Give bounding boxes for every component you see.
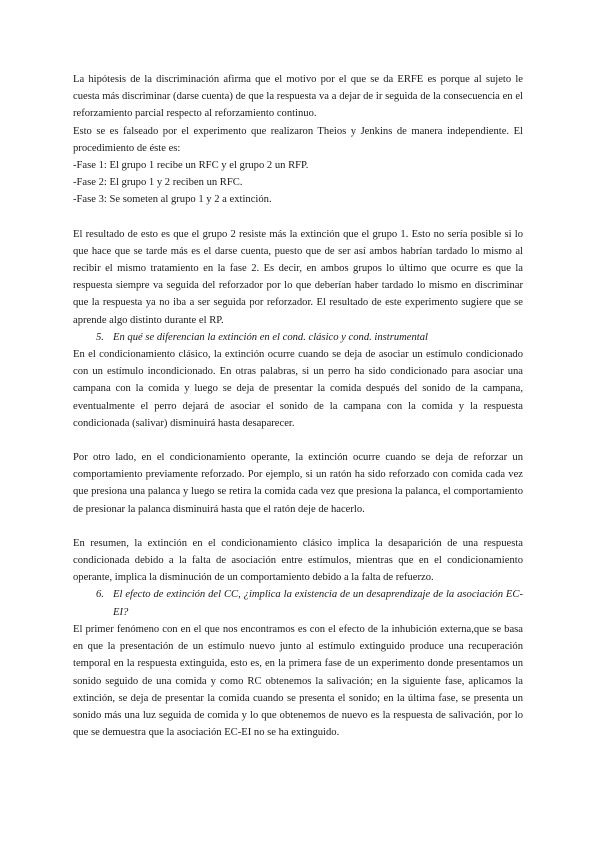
question-6-number: 6. bbox=[96, 589, 104, 601]
paragraph-summary: En resumen, la extinción en el condicionamiento clásico implica la desaparición de una respuesta condicionada debido a la falta de asociación entre estímulos, mientras que en el condicionamiento operante, implica la disminución de un comportamiento debido a la falta de refuerzo. bbox=[73, 537, 523, 584]
spacer bbox=[73, 518, 523, 535]
spacer bbox=[73, 209, 523, 226]
question-5-text: En qué se diferencian la extinción en el cond. clásico y cond. instrumental bbox=[113, 331, 428, 343]
paragraph-experiment-result: El resultado de esto es que el grupo 2 resiste más la extinción que el grupo 1. Esto no sería posible si lo que hace que se tarde más es el darse cuenta, puesto que de ser así ambos habrían tardado lo mismo al recibir el mismo tratamiento en la fase 2. Es decir, en ambos grupos lo último que ocurre es que la respuesta siempre va seguida del reforzador por lo que deberían haber tardado lo mismo en discriminar que la respuesta ya no iba a ser seguida por reforzador. El resultado de este experimento sugiere que se aprende algo distinto durante el RP. bbox=[73, 228, 523, 326]
paragraph-experiment-intro: Esto se es falseado por el experimento que realizaron Theios y Jenkins de manera independiente. El procedimiento de éste es: bbox=[73, 125, 523, 154]
document-page bbox=[73, 71, 523, 741]
phase-3-line: -Fase 3: Se someten al grupo 1 y 2 a extinción. bbox=[73, 194, 272, 206]
phase-1-line: -Fase 1: El grupo 1 recibe un RFC y el grupo 2 un RFP. bbox=[73, 160, 309, 172]
spacer bbox=[73, 432, 523, 449]
question-5-heading bbox=[73, 329, 523, 346]
question-6-heading bbox=[73, 586, 523, 620]
phase-2-line: -Fase 2: El grupo 1 y 2 reciben un RFC. bbox=[73, 177, 243, 189]
paragraph-discrimination-hypothesis: La hipótesis de la discriminación afirma que el motivo por el que se da ERFE es porque al sujeto le cuesta más discriminar (darse cuenta) de que la respuesta va a dejar de ir seguida de la consecuencia en el reforzamiento parcial respecto al reforzamiento continuo. bbox=[73, 74, 523, 120]
paragraph-classical-extinction: En el condicionamiento clásico, la extinción ocurre cuando se deja de asociar un estímulo condicionado con un estímulo incondicionado. En otras palabras, si un perro ha sido condicionado para asociar una campana con la comida y luego se deja de presentar la comida después del sonido de la campana, eventualmente el perro dejará de asociar el sonido de la campana con la comida y la respuesta condicionada (salivar) disminuirá hasta desaparecer. bbox=[73, 349, 523, 429]
question-6-text: El efecto de extinción del CC, ¿implica la existencia de un desaprendizaje de la asociación EC-EI? bbox=[113, 589, 523, 618]
paragraph-external-inhibition: El primer fenómeno con en el que nos encontramos es con el efecto de la inhubición externa,que se basa en que la presentación de un estímulo nuevo junto al estímulo extinguido produce una recuperación temporal en la respuesta extinguida, esto es, en la primera fase de un experimento donde presentamos un sonido seguido de una comida y como RC obtenemos la salivación; en la siguiente fase, aplicamos la extinción, se deja de presentar la comida cuando se presenta el sonido; en la última fase, se presenta un sonido más una luz seguida de comida y lo que obtenemos de nuevo es la respuesta de salivación, por lo que se demuestra que la asociación EC-EI no se ha extinguido. bbox=[73, 623, 523, 739]
question-5-number: 5. bbox=[96, 331, 104, 343]
paragraph-operant-extinction: Por otro lado, en el condicionamiento operante, la extinción ocurre cuando se deja de reforzar un comportamiento previamente reforzado. Por ejemplo, si un ratón ha sido reforzado con comida cada vez que presiona una palanca y luego se retira la comida cada vez que presiona la palanca, el comportamiento de presionar la palanca disminuirá hasta que el ratón deje de hacerlo. bbox=[73, 452, 523, 515]
